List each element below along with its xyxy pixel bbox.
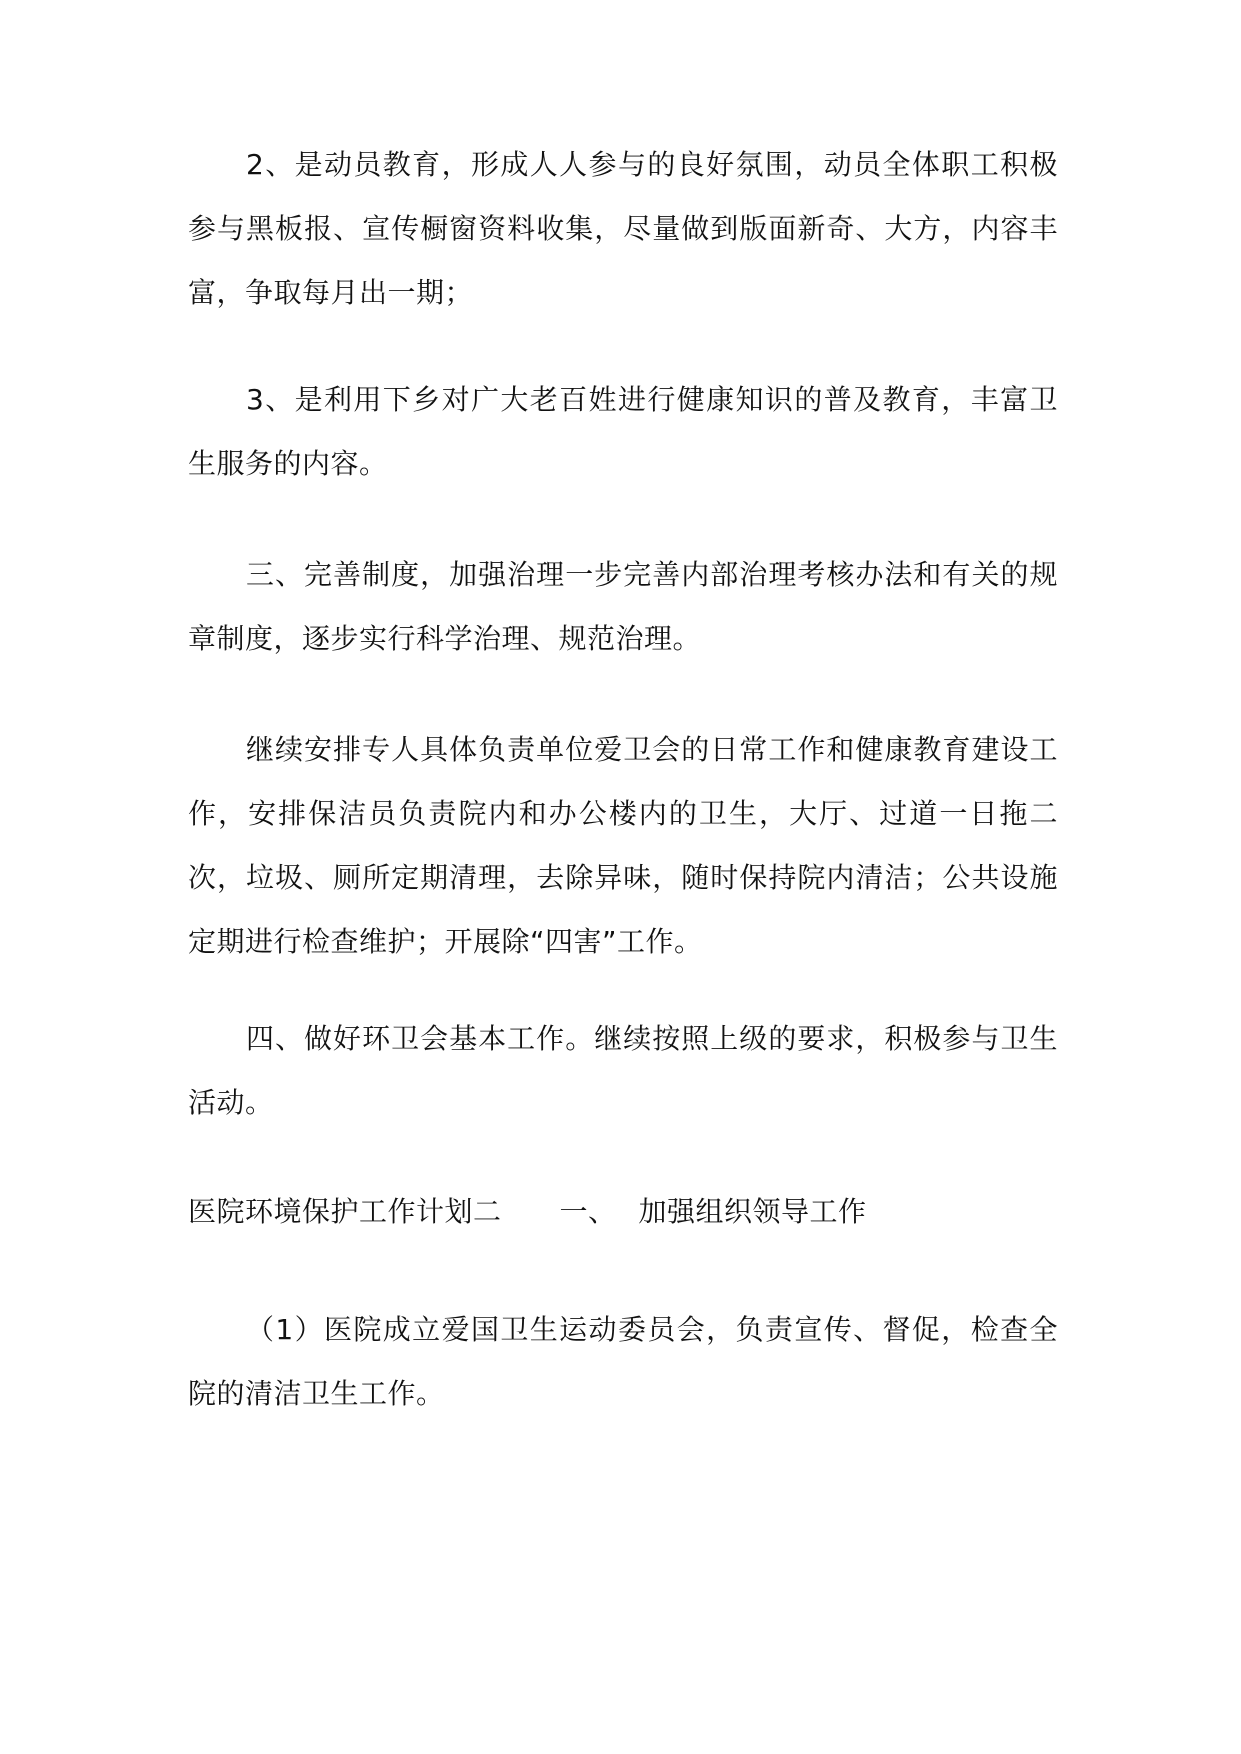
section-heading — [188, 1180, 1058, 1244]
paragraph-rural-health-education: 3、是利用下乡对广大老百姓进行健康知识的普及教育，丰富卫生服务的内容。 — [188, 383, 1058, 480]
paragraph-sanitation-work: 四、做好环卫会基本工作。继续按照上级的要求，积极参与卫生活动。 — [188, 1022, 1058, 1119]
section-title: 加强组织领导工作 — [638, 1195, 867, 1228]
plan-title: 医院环境保护工作计划二 — [188, 1195, 502, 1228]
paragraph-committee: （1）医院成立爱国卫生运动委员会，负责宣传、督促，检查全院的清洁卫生工作。 — [188, 1313, 1058, 1410]
paragraph-daily-work: 继续安排专人具体负责单位爱卫会的日常工作和健康教育建设工作，安排保洁员负责院内和办公楼内的卫生，大厅、过道一日拖二次，垃圾、厕所定期清理，去除异味，随时保持院内清洁；公共设施定期进行检查维护；开展除“四害”工作。 — [188, 733, 1058, 958]
section-number: 一、 — [559, 1195, 617, 1228]
paragraph-improve-system: 三、完善制度，加强治理一步完善内部治理考核办法和有关的规章制度，逐步实行科学治理、规范治理。 — [188, 558, 1058, 655]
paragraph-mobilize-education: 2、是动员教育，形成人人参与的良好氛围，动员全体职工积极参与黑板报、宣传橱窗资料收集，尽量做到版面新奇、大方，内容丰富，争取每月出一期； — [188, 148, 1058, 309]
